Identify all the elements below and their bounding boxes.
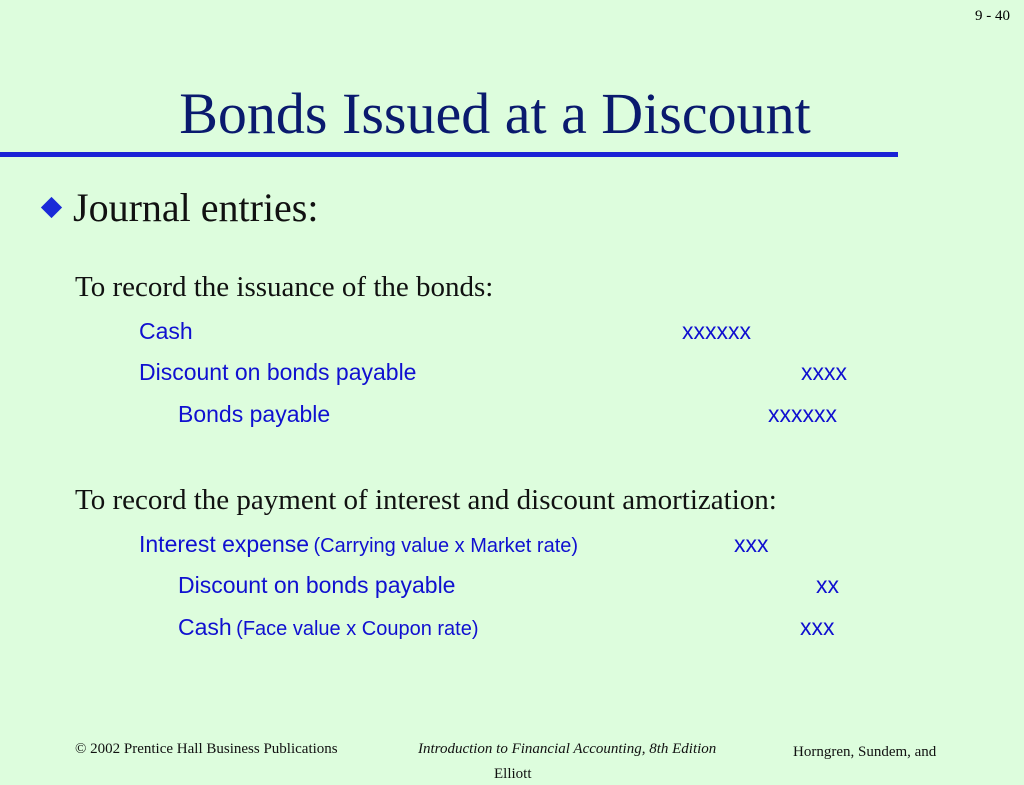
entry-account: Bonds payable [178, 401, 331, 427]
entry-account: Cash [178, 614, 232, 640]
title-underline [0, 152, 898, 157]
journal-entry-row [139, 531, 578, 558]
entry-amount: xxxxxx [768, 401, 837, 427]
entry-amount: xxxx [801, 359, 847, 385]
entry-note: (Face value x Coupon rate) [236, 618, 479, 640]
entry-amount: xxxxxx [682, 318, 751, 344]
entry-amount: xxx [800, 614, 835, 640]
slide-number: 9 - 40 [975, 8, 1010, 24]
entry-account: Interest expense [139, 531, 310, 557]
diamond-bullet-icon [41, 197, 62, 218]
entry-amount: xxx [734, 531, 769, 557]
bullet-text: Journal entries: [73, 185, 319, 230]
entry-note: (Carrying value x Market rate) [313, 535, 579, 557]
entry-amount: xx [816, 572, 839, 598]
footer-authors: Horngren, Sundem, and Elliott [494, 744, 937, 782]
journal-entry-row [178, 614, 479, 641]
footer-copyright: © 2002 Prentice Hall Business Publications [75, 741, 338, 757]
slide-title: Bonds Issued at a Discount [179, 81, 811, 146]
entry-account: Cash [139, 318, 193, 344]
section-heading-issuance: To record the issuance of the bonds: [75, 271, 494, 303]
entry-account: Discount on bonds payable [139, 359, 417, 385]
bullet-item [38, 184, 319, 231]
section-heading-interest: To record the payment of interest and discount amortization: [75, 484, 777, 516]
entry-account: Discount on bonds payable [178, 572, 456, 598]
footer-book-title: Introduction to Financial Accounting, 8th Edition [418, 741, 717, 757]
